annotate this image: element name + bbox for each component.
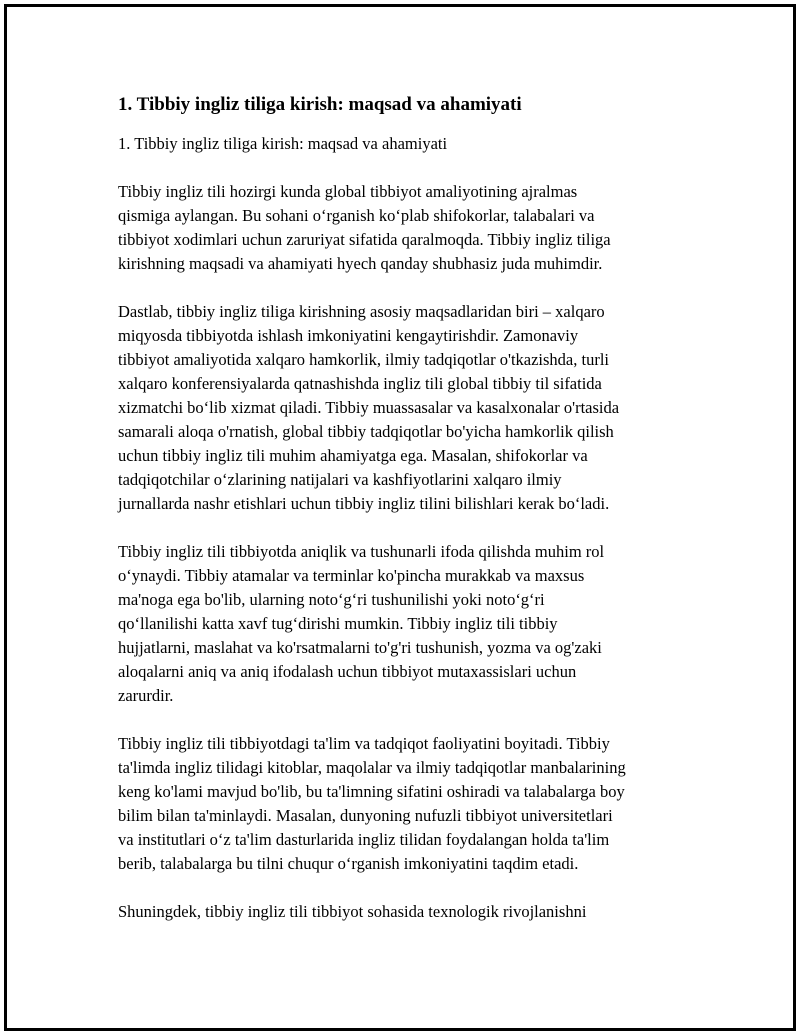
paragraph-line: tibbiyot amaliyotida xalqaro hamkorlik, ilmiy tadqiqotlar o'tkazishda, turli xyxy=(118,350,609,369)
paragraph-line: zarurdir. xyxy=(118,686,174,705)
paragraph-line: Dastlab, tibbiy ingliz tiliga kirishning asosiy maqsadlaridan biri – xalqaro xyxy=(118,302,605,321)
paragraph-line: Tibbiy ingliz tili hozirgi kunda global tibbiyot amaliyotining ajralmas xyxy=(118,182,578,201)
paragraph-line: samarali aloqa o'rnatish, global tibbiy tadqiqotlar bo'yicha hamkorlik qilish xyxy=(118,422,614,441)
paragraph-line: qismiga aylangan. Bu sohani o‘rganish ko‘plab shifokorlar, talabalari va xyxy=(118,206,595,225)
paragraph-line: Shuningdek, tibbiy ingliz tili tibbiyot sohasida texnologik rivojlanishni xyxy=(118,902,587,921)
paragraph xyxy=(118,300,690,516)
paragraph-line: keng ko'lami mavjud bo'lib, bu ta'limning sifatini oshiradi va talabalarga boy xyxy=(118,782,625,801)
paragraph-line: Tibbiy ingliz tili tibbiyotda aniqlik va tushunarli ifoda qilishda muhim rol xyxy=(118,542,605,561)
paragraph-line: hujjatlarni, maslahat va ko'rsatmalarni to'g'ri tushunish, yozma va og'zaki xyxy=(118,638,602,657)
paragraph xyxy=(118,900,690,924)
document-body xyxy=(118,92,690,948)
document-subheading: 1. Tibbiy ingliz tiliga kirish: maqsad va ahamiyati xyxy=(118,134,448,153)
paragraph-line: berib, talabalarga bu tilni chuqur o‘rganish imkoniyatini taqdim etadi. xyxy=(118,854,579,873)
paragraph xyxy=(118,540,690,708)
paragraph-line: va institutlari o‘z ta'lim dasturlarida ingliz tilidan foydalangan holda ta'lim xyxy=(118,830,610,849)
paragraph-line: kirishning maqsadi va ahamiyati hyech qanday shubhasiz juda muhimdir. xyxy=(118,254,603,273)
paragraph-line: qo‘llanilishi katta xavf tug‘dirishi mumkin. Tibbiy ingliz tili tibbiy xyxy=(118,614,558,633)
paragraph-line: bilim bilan ta'minlaydi. Masalan, dunyoning nufuzli tibbiyot universitetlari xyxy=(118,806,613,825)
document-heading: 1. Tibbiy ingliz tiliga kirish: maqsad va ahamiyati xyxy=(118,94,522,115)
paragraph-line: o‘ynaydi. Tibbiy atamalar va terminlar ko'pincha murakkab va maxsus xyxy=(118,566,585,585)
paragraph-line: tadqiqotchilar o‘zlarining natijalari va kashfiyotlarini xalqaro ilmiy xyxy=(118,470,562,489)
paragraph-line: tibbiyot xodimlari uchun zaruriyat sifatida qaralmoqda. Tibbiy ingliz tiliga xyxy=(118,230,611,249)
paragraph-line: ma'noga ega bo'lib, ularning noto‘g‘ri tushunilishi yoki noto‘g‘ri xyxy=(118,590,545,609)
paragraph-line: Tibbiy ingliz tili tibbiyotdagi ta'lim va tadqiqot faoliyatini boyitadi. Tibbiy xyxy=(118,734,610,753)
paragraph-line: ta'limda ingliz tilidagi kitoblar, maqolalar va ilmiy tadqiqotlar manbalarining xyxy=(118,758,626,777)
paragraph-line: uchun tibbiy ingliz tili muhim ahamiyatga ega. Masalan, shifokorlar va xyxy=(118,446,588,465)
paragraph xyxy=(118,732,690,876)
paragraph-line: aloqalarni aniq va aniq ifodalash uchun tibbiyot mutaxassislari uchun xyxy=(118,662,577,681)
paragraphs-container xyxy=(118,180,690,924)
paragraph xyxy=(118,180,690,276)
paragraph-line: miqyosda tibbiyotda ishlash imkoniyatini kengaytirishdir. Zamonaviy xyxy=(118,326,579,345)
paragraph-line: xizmatchi bo‘lib xizmat qiladi. Tibbiy muassasalar va kasalxonalar o'rtasida xyxy=(118,398,620,417)
paragraph-line: jurnallarda nashr etishlari uchun tibbiy ingliz tilini bilishlari kerak bo‘ladi. xyxy=(118,494,610,513)
paragraph-line: xalqaro konferensiyalarda qatnashishda ingliz tili global tibbiy til sifatida xyxy=(118,374,602,393)
